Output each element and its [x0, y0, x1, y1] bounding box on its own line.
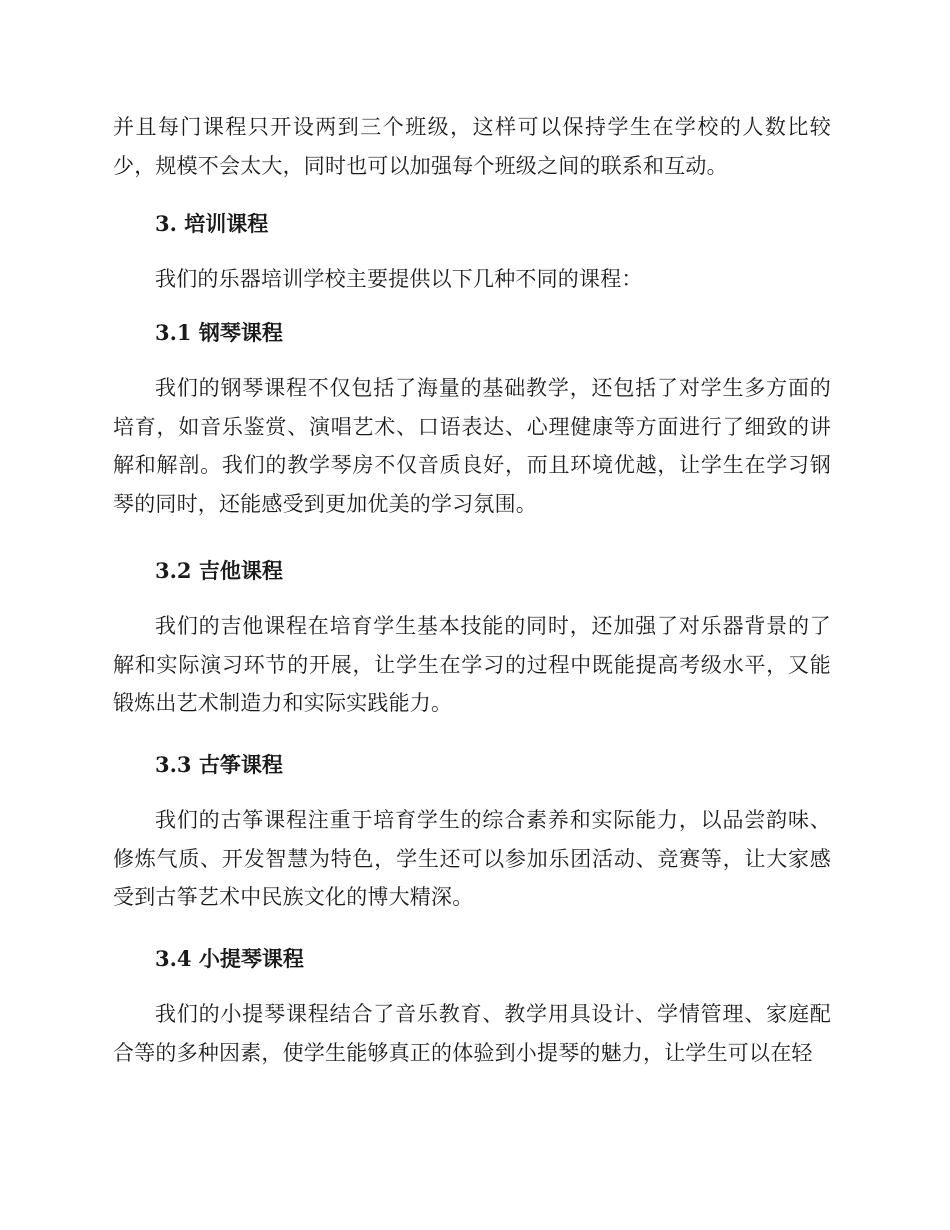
heading-section-3: 3. 培训课程	[155, 211, 269, 236]
paragraph-guzheng: 我们的古筝课程注重于培育学生的综合素养和实际能力，以品尝韵味、修炼气质、开发智慧为特色，学生还可以参加乐团活动、竞赛等，让大家感受到古筝艺术中民族文化的博大精深。	[113, 808, 831, 909]
paragraph-courses-intro: 我们的乐器培训学校主要提供以下几种不同的课程：	[155, 267, 643, 291]
heading-section-3-1: 3.1 钢琴课程	[155, 320, 283, 345]
heading-section-3-3: 3.3 古筝课程	[155, 752, 283, 777]
paragraph-guitar: 我们的吉他课程在培育学生基本技能的同时，还加强了对乐器背景的了解和实际演习环节的开展，让学生在学习的过程中既能提高考级水平，又能锻炼出艺术制造力和实际实践能力。	[113, 614, 831, 715]
paragraph-violin: 我们的小提琴课程结合了音乐教育、教学用具设计、学情管理、家庭配合等的多种因素，使学生能够真正的体验到小提琴的魅力，让学生可以在轻	[113, 1002, 831, 1065]
heading-section-3-4: 3.4 小提琴课程	[155, 946, 304, 971]
heading-section-3-2: 3.2 吉他课程	[155, 558, 283, 583]
paragraph-piano: 我们的钢琴课程不仅包括了海量的基础教学，还包括了对学生多方面的培育，如音乐鉴赏、演唱艺术、口语表达、心理健康等方面进行了细致的讲解和解剖。我们的教学琴房不仅音质良好，而且环境优越，让学生在学习钢琴的同时，还能感受到更加优美的学习氛围。	[113, 376, 831, 516]
paragraph-intro-continuation: 并且每门课程只开设两到三个班级，这样可以保持学生在学校的人数比较少，规模不会太大，同时也可以加强每个班级之间的联系和互动。	[113, 115, 831, 178]
